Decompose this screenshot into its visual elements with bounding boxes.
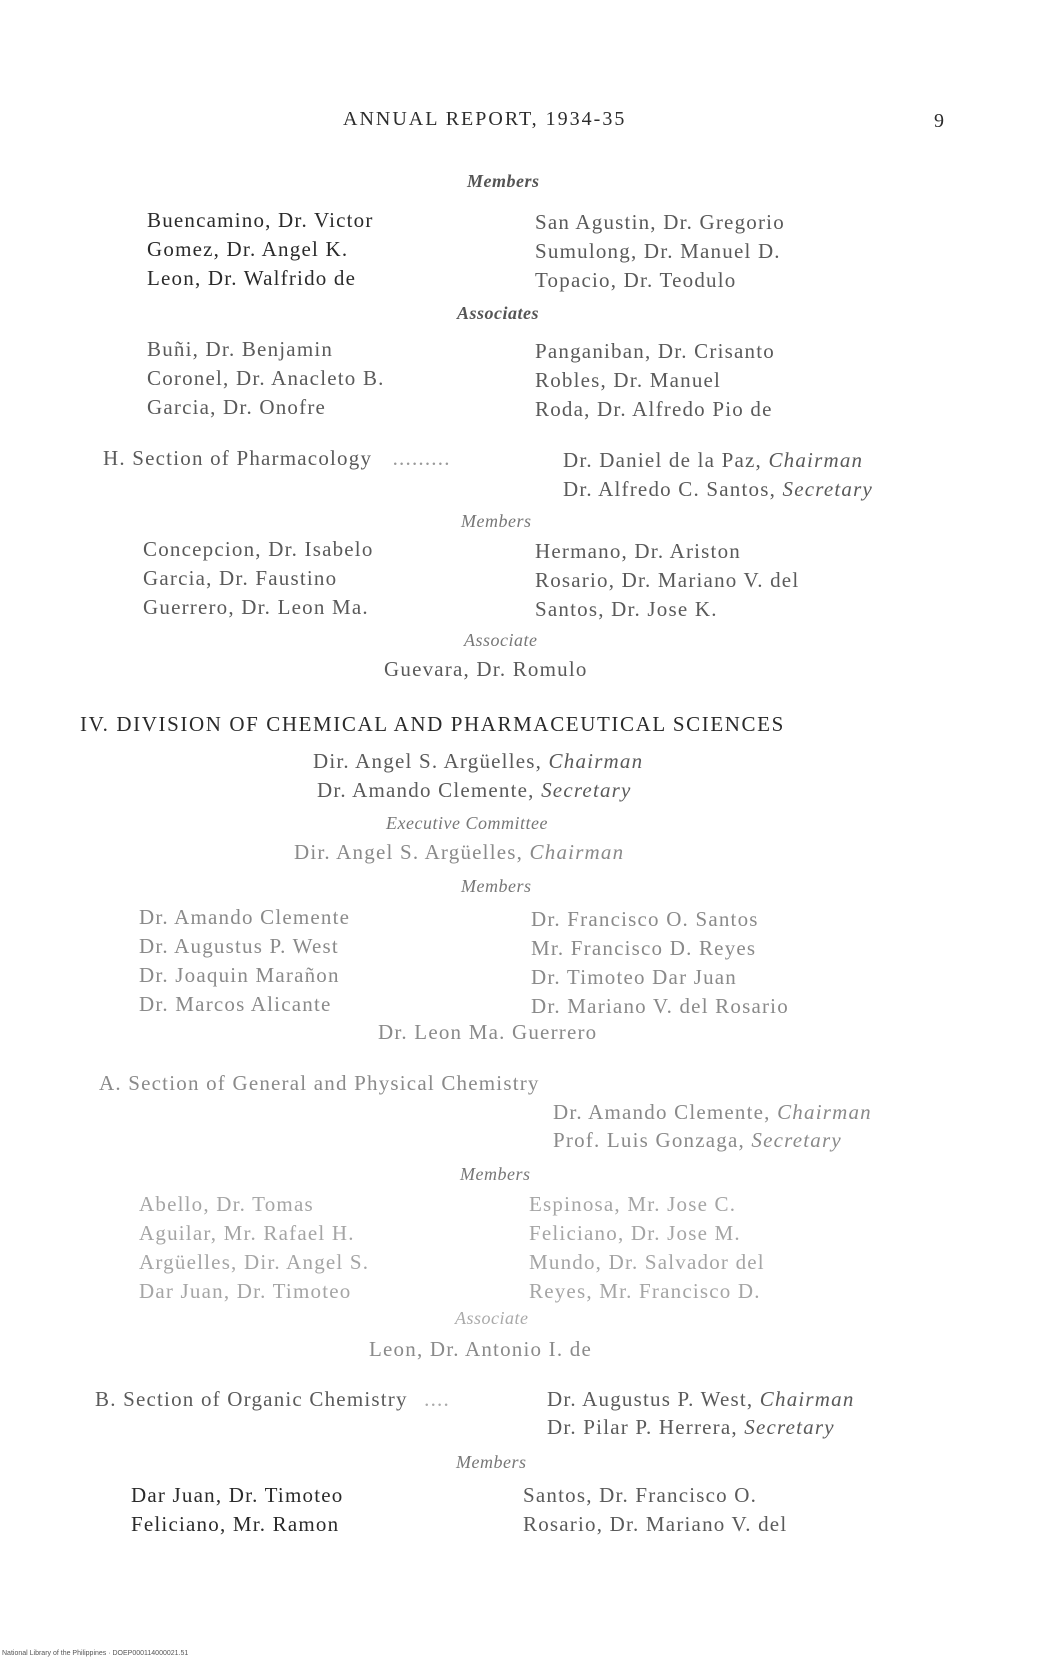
members-left-list [143, 535, 374, 622]
secretary-name: Dr. Alfredo C. Santos, [563, 477, 777, 501]
member-name: Dar Juan, Dr. Timoteo [131, 1483, 344, 1507]
members-label: Members [456, 1452, 527, 1472]
section-a-title: A. Section of General and Physical Chemistry [99, 1071, 540, 1095]
member-name: Reyes, Mr. Francisco D. [529, 1279, 761, 1303]
members-left-list [139, 1190, 369, 1306]
executive-committee-chairman [294, 838, 624, 867]
member-name: Dr. Mariano V. del Rosario [531, 994, 789, 1018]
member-name: Feliciano, Mr. Ramon [131, 1512, 340, 1536]
members-label: Members [460, 1164, 531, 1184]
associate-name: Leon, Dr. Antonio I. de [369, 1337, 592, 1361]
dot-leader: ......... [392, 446, 451, 470]
chairman-name: Dr. Amando Clemente, [553, 1100, 771, 1124]
division-chairman [313, 747, 643, 776]
member-name: Concepcion, Dr. Isabelo [143, 537, 374, 561]
member-name: Abello, Dr. Tomas [139, 1192, 314, 1216]
division-title: IV. DIVISION OF CHEMICAL AND PHARMACEUTICAL SCIENCES [80, 712, 785, 736]
members-left-list [131, 1481, 343, 1539]
chairman-role: Chairman [529, 840, 625, 864]
associate-label: Associate [455, 1308, 529, 1328]
member-name: Topacio, Dr. Teodulo [535, 268, 737, 292]
secretary-name: Dr. Pilar P. Herrera, [547, 1415, 738, 1439]
chairman-name: Dir. Angel S. Argüelles, [313, 749, 543, 773]
secretary-role: Secretary [541, 778, 632, 802]
associates-right-list [535, 337, 775, 424]
chairman-role: Chairman [759, 1387, 855, 1411]
member-name: Rosario, Dr. Mariano V. del [535, 568, 800, 592]
member-name: Dr. Leon Ma. Guerrero [378, 1020, 598, 1044]
section-title: H. Section of Pharmacology [103, 446, 373, 470]
member-name: Dr. Augustus P. West [139, 934, 339, 958]
section-a-secretary [553, 1126, 842, 1155]
chairman-name: Dr. Daniel de la Paz, [563, 448, 762, 472]
member-name: Aguilar, Mr. Rafael H. [139, 1221, 355, 1245]
associates-left-list [147, 335, 385, 422]
secretary-name: Dr. Amando Clemente, [317, 778, 535, 802]
associate-name: Buñi, Dr. Benjamin [147, 337, 334, 361]
member-name: Espinosa, Mr. Jose C. [529, 1192, 737, 1216]
member-name: Dr. Marcos Alicante [139, 992, 332, 1016]
member-name: Argüelles, Dir. Angel S. [139, 1250, 370, 1274]
chairman-name: Dir. Angel S. Argüelles, [294, 840, 524, 864]
section-b-title [95, 1385, 450, 1414]
members-right-list [531, 905, 789, 1021]
section-a-chairman [553, 1098, 872, 1127]
associate-name: Robles, Dr. Manuel [535, 368, 722, 392]
page-header-title: ANNUAL REPORT, 1934-35 [343, 108, 627, 130]
member-name: Dr. Amando Clemente [139, 905, 351, 929]
member-name: Santos, Dr. Jose K. [535, 597, 718, 621]
member-name: Mr. Francisco D. Reyes [531, 936, 757, 960]
section-title: B. Section of Organic Chemistry [95, 1387, 408, 1411]
chairman-name: Dr. Augustus P. West, [547, 1387, 754, 1411]
chairman-role: Chairman [768, 448, 864, 472]
members-left-list [139, 903, 350, 1019]
associates-label: Associates [457, 303, 540, 323]
associate-name: Garcia, Dr. Onofre [147, 395, 327, 419]
secretary-role: Secretary [751, 1128, 842, 1152]
member-name: Feliciano, Dr. Jose M. [529, 1221, 741, 1245]
member-name: Santos, Dr. Francisco O. [523, 1483, 758, 1507]
executive-committee-label: Executive Committee [386, 813, 548, 833]
member-name: Garcia, Dr. Faustino [143, 566, 338, 590]
member-name: Hermano, Dr. Ariston [535, 539, 741, 563]
associate-name: Panganiban, Dr. Crisanto [535, 339, 775, 363]
member-name: Dr. Timoteo Dar Juan [531, 965, 738, 989]
chairman-role: Chairman [777, 1100, 872, 1124]
associate-name: Guevara, Dr. Romulo [384, 657, 588, 681]
associate-name: Coronel, Dr. Anacleto B. [147, 366, 385, 390]
member-name: Guerrero, Dr. Leon Ma. [143, 595, 369, 619]
chairman-role: Chairman [548, 749, 644, 773]
members-right-list [529, 1190, 765, 1306]
members-right-list [523, 1481, 787, 1539]
associate-label: Associate [464, 630, 538, 650]
members-right-list [535, 208, 785, 295]
member-name: Rosario, Dr. Mariano V. del [523, 1512, 788, 1536]
section-h-title [103, 444, 451, 473]
member-name: Dr. Francisco O. Santos [531, 907, 759, 931]
section-b-chairman [547, 1385, 855, 1414]
member-name: Dar Juan, Dr. Timoteo [139, 1279, 352, 1303]
member-name: Dr. Joaquin Marañon [139, 963, 340, 987]
member-name: Leon, Dr. Walfrido de [147, 266, 357, 290]
section-h-chairman [563, 446, 863, 475]
section-b-secretary [547, 1413, 835, 1442]
member-name: Sumulong, Dr. Manuel D. [535, 239, 781, 263]
member-name: Buencamino, Dr. Victor [147, 208, 374, 232]
division-secretary [317, 776, 632, 805]
dot-leader: .... [424, 1387, 450, 1411]
member-name: San Agustin, Dr. Gregorio [535, 210, 785, 234]
member-name: Gomez, Dr. Angel K. [147, 237, 349, 261]
secretary-name: Prof. Luis Gonzaga, [553, 1128, 745, 1152]
members-label: Members [461, 511, 532, 531]
section-h-secretary [563, 475, 873, 504]
secretary-role: Secretary [782, 477, 873, 501]
members-label: Members [461, 876, 532, 896]
page-number: 9 [934, 110, 944, 132]
members-left-list [147, 206, 374, 293]
members-right-list [535, 537, 799, 624]
secretary-role: Secretary [744, 1415, 835, 1439]
members-label: Members [467, 171, 540, 191]
member-name: Mundo, Dr. Salvador del [529, 1250, 765, 1274]
scan-footer: National Library of the Philippines · DOEP000114000021.51 [2, 1650, 189, 1657]
associate-name: Roda, Dr. Alfredo Pio de [535, 397, 773, 421]
